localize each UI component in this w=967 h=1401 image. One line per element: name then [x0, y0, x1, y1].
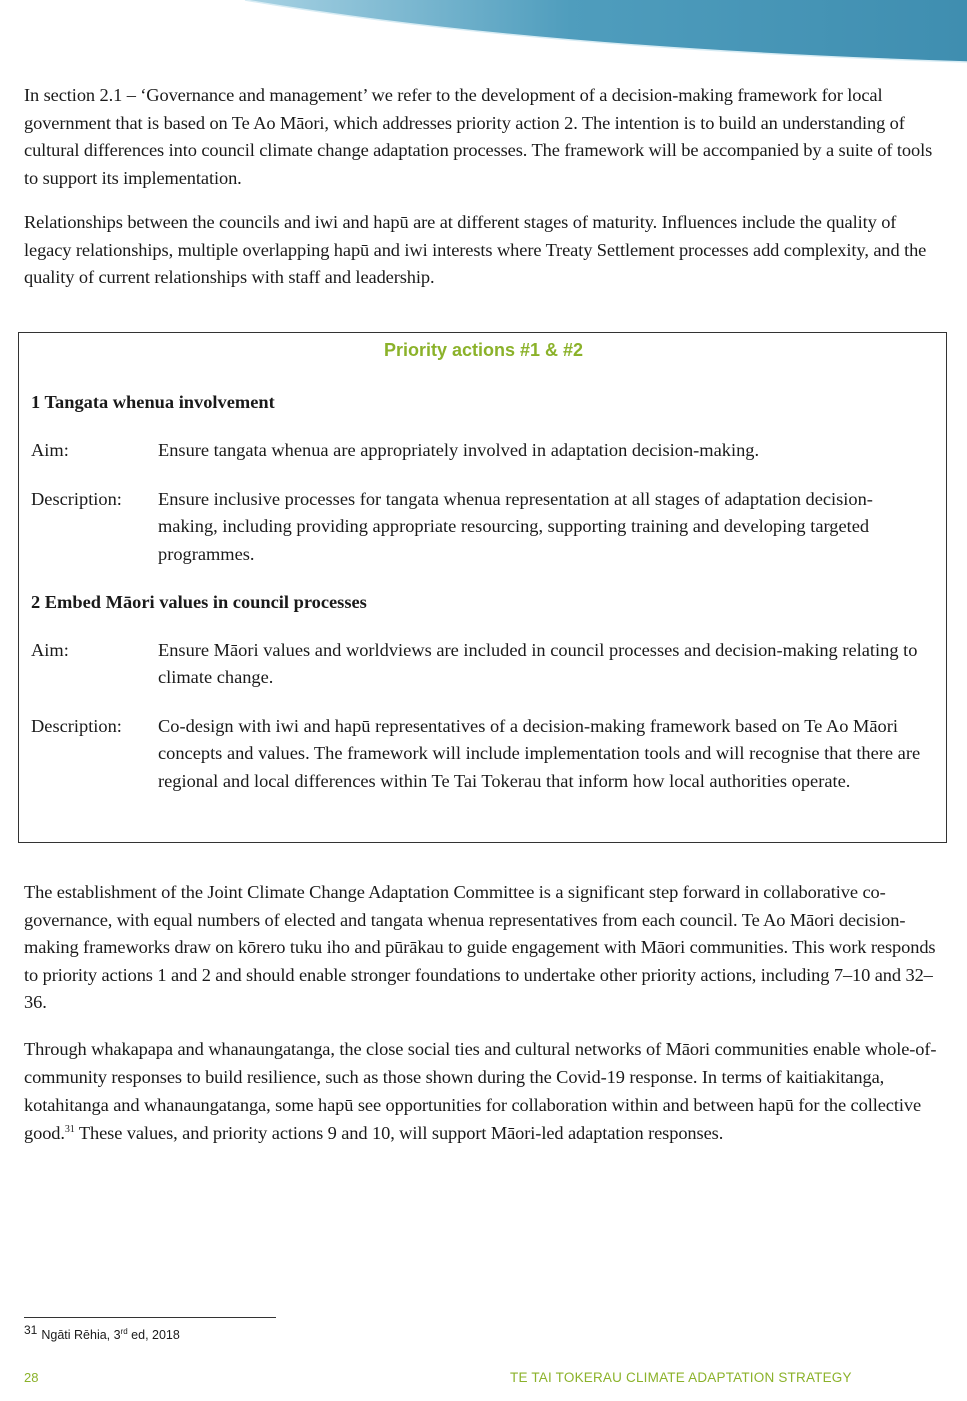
priority-box-title: Priority actions #1 & #2: [383, 340, 584, 360]
action1-description-label: Description:: [31, 489, 122, 509]
action2-aim-label: Aim:: [31, 640, 69, 660]
action1-aim-label: Aim:: [31, 440, 69, 460]
relationships-paragraph: Relationships between the councils and iwi and hapū are at different stages of maturity. Influences include the quality of legacy relationships, multiple overlapping hapū and iwi interests where Treaty Settlement processes add complexity, and the quality of current relationships with staff and leadership.: [24, 212, 927, 287]
committee-paragraph: The establishment of the Joint Climate Change Adaptation Committee is a significant step forward in collaborative co-governance, with equal numbers of elected and tangata whenua representatives from each council. Te Ao Māori decision-making frameworks draw on kōrero tuku iho and pūrākau to guide engagement with Māori communities. This work responds to priority actions 1 and 2 and should enable stronger foundations to undertake other priority actions, including 7–10 and 32–36.: [24, 882, 936, 1012]
action2-description-text: Co-design with iwi and hapū representatives of a decision-making framework based on Te Ao Māori concepts and values. The framework will include implementation tools and will recognise that there are regional and local differences within Te Tai Tokerau that inform how local authorities operate.: [158, 716, 921, 791]
footnote-reference[interactable]: 31: [64, 1123, 75, 1135]
action2-heading: 2 Embed Māori values in council processes: [31, 592, 367, 612]
action1-heading: 1 Tangata whenua involvement: [31, 392, 275, 412]
whakapapa-text-end: These values, and priority actions 9 and 10, will support Māori-led adaptation responses.: [74, 1123, 724, 1143]
whakapapa-text-start: Through whakapapa and whanaungatanga, the close social ties and cultural networks of Māori communities enable whole-of-community responses to build resilience, such as those shown during the Covid-19 response. In terms of kaitiakitanga, kotahitanga and whanaungatanga, some hapū see opportunities for collaboration within and between hapū for the collective good.: [24, 1039, 937, 1143]
footnote-text-end: ed, 2018: [127, 1328, 180, 1342]
footnote: [24, 1323, 180, 1342]
action1-description-text: Ensure inclusive processes for tangata whenua representation at all stages of adaptation decision-making, including providing appropriate resourcing, supporting training and developing targeted programmes.: [158, 489, 873, 564]
action1-aim-text: Ensure tangata whenua are appropriately involved in adaptation decision-making.: [158, 440, 760, 460]
footnote-ordinal: rd: [120, 1326, 128, 1336]
footnote-number: 31: [24, 1323, 38, 1337]
action2-description-label: Description:: [31, 716, 122, 736]
footnote-text-start: Ngāti Rēhia, 3: [41, 1328, 121, 1342]
intro-paragraph: In section 2.1 – ‘Governance and management’ we refer to the development of a decision-making framework for local government that is based on Te Ao Māori, which addresses priority action 2. The intention is to build an understanding of cultural differences into council climate change adaptation processes. The framework will be accompanied by a suite of tools to support its implementation.: [24, 85, 933, 188]
footnote-divider: [24, 1317, 276, 1318]
action2-aim-text: Ensure Māori values and worldviews are included in council processes and decision-making relating to climate change.: [158, 640, 918, 688]
footer-document-title: TE TAI TOKERAU CLIMATE ADAPTATION STRATEGY: [510, 1370, 852, 1385]
page-number: 28: [24, 1370, 39, 1385]
header-wave-graphic: [0, 0, 967, 70]
whakapapa-paragraph: [24, 1035, 944, 1147]
